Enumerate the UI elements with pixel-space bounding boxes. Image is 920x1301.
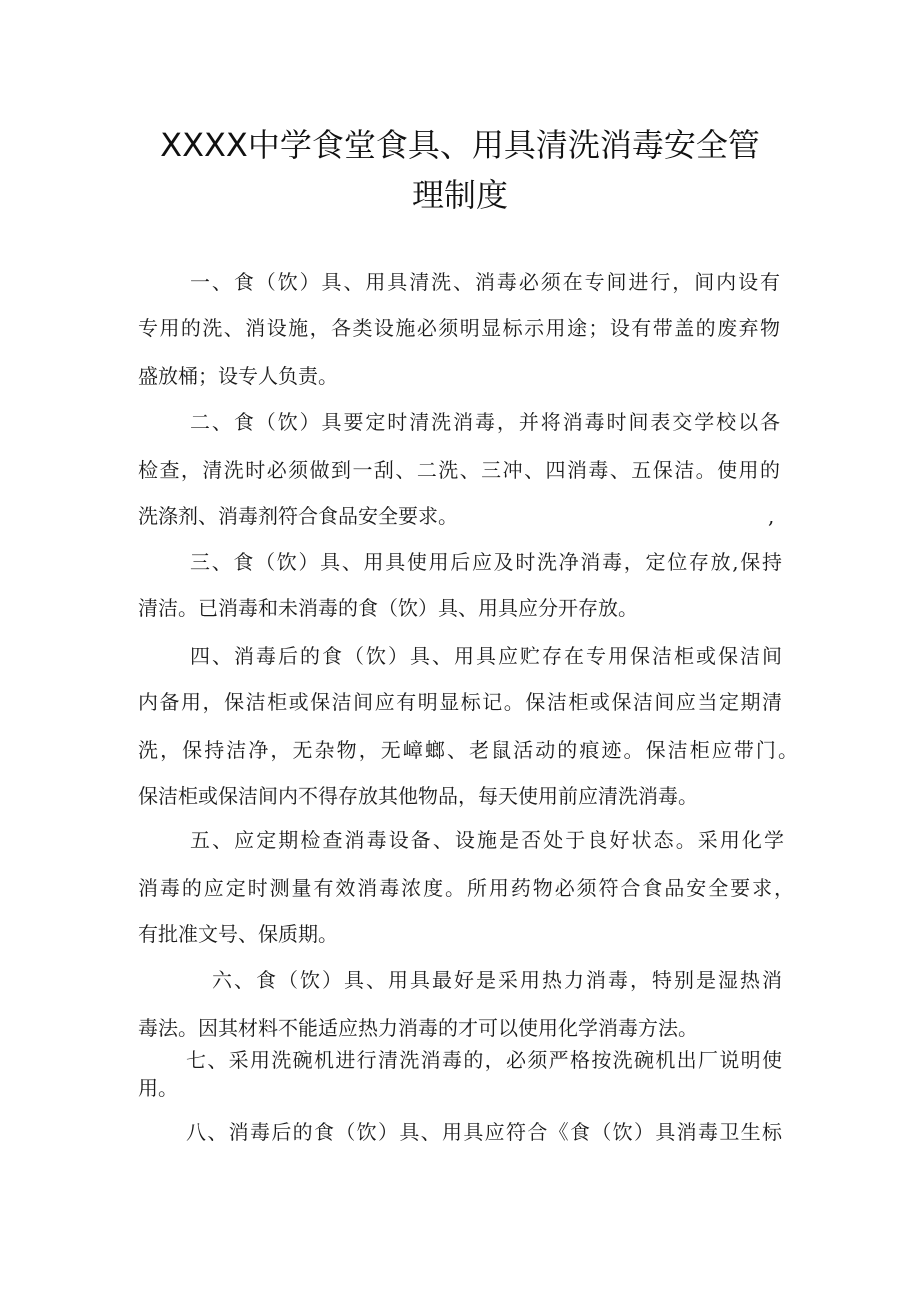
paragraph-6-line-1: 六、食（饮）具、用具最好是采用热力消毒，特别是湿热消 [212,968,782,992]
paragraph-4-line-4: 保洁柜或保洁间内不得存放其他物品，每天使用前应清洗消毒。 [138,784,698,808]
paragraph-5-line-3: 有批准文号、保质期。 [138,922,338,946]
paragraph-3-line-1: 三、食（饮）具、用具使用后应及时洗净消毒，定位存放,保持 [190,550,782,574]
stray-comma-mark: , [768,504,775,528]
paragraph-2-line-3: 洗涤剂、消毒剂符合食品安全要求。 [138,504,458,528]
paragraph-4-line-1: 四、消毒后的食（饮）具、用具应贮存在专用保洁柜或保洁间 [190,644,782,668]
paragraph-1-line-1: 一、食（饮）具、用具清洗、消毒必须在专间进行，间内设有 [190,270,780,294]
paragraph-4-line-2: 内备用，保洁柜或保洁间应有明显标记。保洁柜或保洁间应当定期清 [138,690,782,714]
paragraph-8-line-1: 八、消毒后的食（饮）具、用具应符合《食（饮）具消毒卫生标 [186,1120,782,1144]
paragraph-2-line-2: 检查，清洗时必须做到一刮、二洗、三冲、四消毒、五保洁。使用的 [138,458,780,482]
paragraph-2-line-1: 二、食（饮）具要定时清洗消毒，并将消毒时间表交学校以各 [190,410,780,434]
paragraph-1-line-2: 专用的洗、消设施，各类设施必须明显标示用途；设有带盖的废弃物 [138,316,780,340]
paragraph-1-line-3: 盛放桶；设专人负责。 [138,364,338,388]
document-title-line-1: XXXX中学食堂食具、用具清洗消毒安全管 [160,126,760,164]
paragraph-4-line-3: 洗，保持洁净，无杂物，无嶂螂、老鼠活动的痕迹。保洁柜应带门。 [138,738,798,762]
paragraph-3-line-2: 清洁。已消毒和未消毒的食（饮）具、用具应分开存放。 [138,596,638,620]
paragraph-5-line-2: 消毒的应定时测量有效消毒浓度。所用药物必须符合食品安全要求， [138,876,794,900]
paragraph-6-line-2: 毒法。因其材料不能适应热力消毒的才可以使用化学消毒方法。 [138,1016,698,1040]
paragraph-7-line-1: 七、采用洗碗机进行清洗消毒的，必须严格按洗碗机出厂说明使 [186,1048,782,1072]
document-title-line-2: 理制度 [411,176,508,214]
paragraph-7-line-2: 用。 [138,1076,178,1100]
paragraph-5-line-1: 五、应定期检查消毒设备、设施是否处于良好状态。采用化学 [190,828,784,852]
